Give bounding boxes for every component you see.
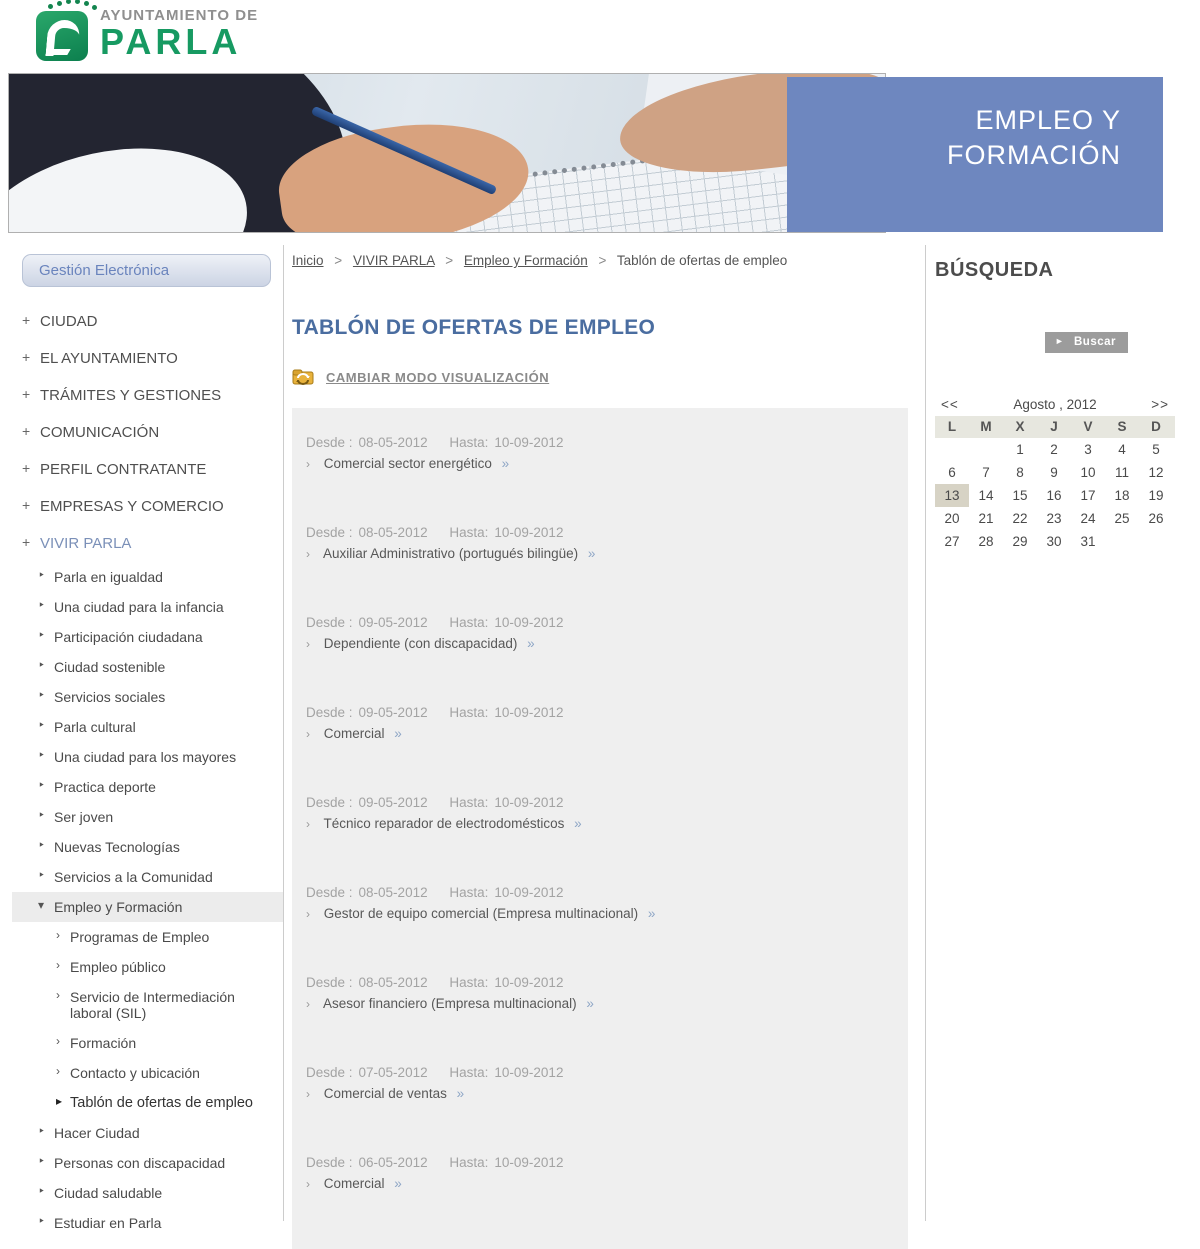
calendar-day-header: X bbox=[1015, 419, 1025, 434]
calendar-day-header: J bbox=[1050, 419, 1058, 434]
chevron-bullet-icon: › bbox=[306, 1177, 310, 1191]
calendar-day-cell[interactable]: 4 bbox=[1118, 442, 1126, 457]
breadcrumb-link[interactable]: VIVIR PARLA bbox=[352, 253, 435, 268]
job-title-link[interactable]: Comercial de ventas bbox=[323, 1086, 447, 1101]
right-column-divider bbox=[925, 245, 926, 1221]
calendar-day-header: L bbox=[947, 419, 957, 434]
sidebar-item-empleo-y-formacion[interactable]: ▾ Empleo y Formación bbox=[12, 892, 283, 922]
calendar-day-cell[interactable]: 19 bbox=[1148, 488, 1164, 503]
play-arrow-icon: ► bbox=[1054, 336, 1065, 346]
sidebar-subitem[interactable]: ‣ Participación ciudadana bbox=[38, 628, 203, 645]
banner-photo bbox=[8, 73, 886, 233]
calendar-next-button[interactable]: >> bbox=[1151, 397, 1169, 412]
sidebar-subitem[interactable]: ‣ Parla cultural bbox=[38, 718, 136, 735]
sidebar-subitem[interactable]: ‣ Personas con discapacidad bbox=[38, 1154, 226, 1171]
sidebar-item[interactable]: + EL AYUNTAMIENTO bbox=[22, 349, 178, 367]
parla-logo-icon bbox=[36, 11, 88, 61]
triangle-bullet-icon: ‣ bbox=[38, 568, 46, 582]
job-dates: Desde : 08-05-2012 Hasta: 10-09-2012 bbox=[306, 885, 564, 900]
chevron-bullet-icon: › bbox=[56, 1064, 60, 1078]
calendar-day-cell[interactable]: 12 bbox=[1148, 465, 1164, 480]
calendar-day-cell bbox=[969, 438, 1003, 461]
breadcrumb-separator: > bbox=[334, 253, 343, 268]
job-listing bbox=[306, 525, 908, 615]
more-arrows-icon: » bbox=[394, 726, 402, 741]
change-view-link[interactable]: CAMBIAR MODO VISUALIZACIÓN bbox=[326, 369, 550, 385]
job-dates: Desde : 09-05-2012 Hasta: 10-09-2012 bbox=[306, 705, 564, 720]
empleo-submenu bbox=[12, 922, 283, 1088]
sidebar-subitem[interactable]: ‣ Parla en igualdad bbox=[38, 568, 163, 585]
breadcrumb-separator: > bbox=[598, 253, 607, 268]
vivir-parla-submenu bbox=[12, 562, 283, 892]
more-arrows-icon: » bbox=[501, 456, 510, 471]
plus-bullet-icon: + bbox=[22, 497, 31, 513]
calendar-day-header: D bbox=[1151, 419, 1161, 434]
chevron-bullet-icon: › bbox=[306, 547, 310, 561]
calendar-day-cell bbox=[935, 438, 969, 461]
calendar-day-cell[interactable]: 20 bbox=[944, 511, 960, 526]
calendar-day-cell[interactable]: 11 bbox=[1114, 465, 1129, 480]
section-banner-title: EMPLEO Y FORMACIÓN bbox=[947, 105, 1121, 171]
triangle-bullet-icon: ‣ bbox=[38, 718, 46, 732]
triangle-bullet-icon: ‣ bbox=[38, 1124, 46, 1138]
triangle-bullet-icon: ‣ bbox=[38, 658, 46, 672]
search-heading: BÚSQUEDA bbox=[935, 259, 1054, 281]
chevron-bullet-icon: › bbox=[56, 988, 60, 1002]
calendar-day-cell[interactable]: 3 bbox=[1084, 442, 1092, 457]
calendar-day-header: S bbox=[1117, 419, 1127, 434]
breadcrumb-separator: > bbox=[445, 253, 454, 268]
calendar-day-cell[interactable]: 10 bbox=[1080, 465, 1096, 480]
triangle-bullet-icon: ‣ bbox=[38, 778, 46, 792]
calendar-day-cell[interactable]: 2 bbox=[1050, 442, 1058, 457]
plus-bullet-icon: + bbox=[22, 423, 31, 439]
triangle-bullet-icon: ‣ bbox=[38, 808, 46, 822]
calendar-grid bbox=[935, 438, 1175, 553]
job-dates: Desde : 08-05-2012 Hasta: 10-09-2012 bbox=[306, 435, 564, 450]
triangle-bullet-icon: ‣ bbox=[38, 1184, 46, 1198]
calendar-day-headers bbox=[935, 416, 1175, 438]
triangle-bullet-icon: ‣ bbox=[38, 868, 46, 882]
job-dates: Desde : 08-05-2012 Hasta: 10-09-2012 bbox=[306, 975, 564, 990]
job-listing bbox=[306, 705, 908, 795]
chevron-bullet-icon: › bbox=[306, 907, 310, 921]
chevron-bullet-icon: › bbox=[306, 1087, 310, 1101]
job-dates: Desde : 09-05-2012 Hasta: 10-09-2012 bbox=[306, 615, 564, 630]
sidebar-item[interactable]: + EMPRESAS Y COMERCIO bbox=[22, 497, 224, 515]
chevron-bullet-icon: › bbox=[306, 637, 310, 651]
sidebar-subsubitem[interactable]: › Formación bbox=[56, 1034, 137, 1051]
chevron-bullet-icon: › bbox=[306, 457, 310, 471]
solid-triangle-icon: ▸ bbox=[56, 1094, 63, 1108]
calendar-day-cell[interactable]: 7 bbox=[982, 465, 990, 480]
triangle-bullet-icon: ‣ bbox=[38, 748, 46, 762]
more-arrows-icon: » bbox=[456, 1086, 465, 1101]
calendar-day-cell[interactable]: 24 bbox=[1080, 511, 1096, 526]
sidebar-subitem[interactable]: ‣ Ciudad saludable bbox=[38, 1184, 163, 1201]
calendar-day-cell[interactable]: 14 bbox=[978, 488, 994, 503]
job-title-link[interactable]: Dependiente (con discapacidad) bbox=[323, 636, 518, 651]
breadcrumb-link[interactable]: Empleo y Formación bbox=[463, 253, 588, 268]
job-title-link[interactable]: Auxiliar Administrativo (portugués bilingüe) bbox=[323, 546, 579, 561]
triangle-down-icon: ▾ bbox=[38, 898, 45, 912]
calendar-day-cell[interactable]: 9 bbox=[1050, 465, 1058, 480]
sidebar-tail-menu bbox=[12, 1118, 283, 1238]
sidebar-subitem[interactable]: ‣ Estudiar en Parla bbox=[38, 1214, 162, 1231]
calendar-day-cell[interactable]: 5 bbox=[1152, 442, 1160, 457]
sidebar-subitem[interactable]: ‣ Ciudad sostenible bbox=[38, 658, 166, 675]
breadcrumb-current: Tablón de ofertas de empleo bbox=[616, 253, 788, 268]
job-dates: Desde : 07-05-2012 Hasta: 10-09-2012 bbox=[306, 1065, 564, 1080]
plus-bullet-icon: + bbox=[22, 312, 31, 328]
job-listing bbox=[306, 435, 908, 525]
calendar-day-cell[interactable]: 13 bbox=[935, 484, 969, 507]
plus-bullet-icon: + bbox=[22, 349, 31, 365]
chevron-bullet-icon: › bbox=[56, 958, 60, 972]
sidebar-subsubitem[interactable]: › Contacto y ubicación bbox=[56, 1064, 200, 1081]
calendar-day-cell bbox=[1105, 530, 1139, 553]
job-title-link[interactable]: Gestor de equipo comercial (Empresa multinacional) bbox=[323, 906, 639, 921]
calendar-month-label: Agosto , 2012 bbox=[1013, 397, 1097, 412]
job-title-link[interactable]: Comercial bbox=[323, 1176, 385, 1191]
sidebar-divider bbox=[283, 245, 284, 1221]
chevron-bullet-icon: › bbox=[306, 817, 310, 831]
plus-bullet-icon: + bbox=[22, 386, 31, 402]
calendar-day-header: M bbox=[980, 419, 992, 434]
calendar-widget bbox=[935, 397, 1175, 553]
sidebar-subitem[interactable]: ‣ Hacer Ciudad bbox=[38, 1124, 140, 1141]
calendar-day-cell[interactable]: 29 bbox=[1012, 534, 1028, 549]
sidebar-subitem[interactable]: ‣ Una ciudad para la infancia bbox=[38, 598, 224, 615]
job-listing bbox=[306, 795, 908, 885]
sidebar-nav bbox=[12, 245, 283, 1238]
job-listing bbox=[306, 1155, 908, 1245]
calendar-day-cell[interactable]: 23 bbox=[1046, 511, 1062, 526]
sidebar-item[interactable]: + TRÁMITES Y GESTIONES bbox=[22, 386, 222, 404]
calendar-day-cell bbox=[1139, 530, 1173, 553]
more-arrows-icon: » bbox=[587, 546, 596, 561]
job-title-link[interactable]: Comercial bbox=[323, 726, 385, 741]
logo-dots-decoration bbox=[48, 4, 53, 9]
buscar-button[interactable]: ► Buscar bbox=[1045, 332, 1128, 353]
calendar-day-cell[interactable]: 21 bbox=[978, 511, 994, 526]
plus-bullet-icon: + bbox=[22, 460, 31, 476]
triangle-bullet-icon: ‣ bbox=[38, 838, 46, 852]
calendar-day-cell[interactable]: 27 bbox=[944, 534, 960, 549]
more-arrows-icon: » bbox=[586, 996, 594, 1011]
logo-subtitle: AYUNTAMIENTO DE bbox=[100, 7, 259, 24]
calendar-day-cell[interactable]: 6 bbox=[948, 465, 956, 480]
job-dates: Desde : 08-05-2012 Hasta: 10-09-2012 bbox=[306, 525, 564, 540]
parla-logo[interactable] bbox=[36, 8, 258, 61]
job-listing bbox=[306, 885, 908, 975]
calendar-day-cell[interactable]: 31 bbox=[1080, 534, 1096, 549]
triangle-bullet-icon: ‣ bbox=[38, 598, 46, 612]
sidebar-item[interactable]: + CIUDAD bbox=[22, 312, 98, 330]
job-title-link[interactable]: Técnico reparador de electrodomésticos bbox=[323, 816, 565, 831]
sidebar-top-menu bbox=[12, 303, 283, 525]
more-arrows-icon: » bbox=[574, 816, 582, 831]
sidebar-subsubitem[interactable]: › Servicio de Intermediación laboral (SIL) bbox=[56, 988, 235, 1021]
job-dates: Desde : 09-05-2012 Hasta: 10-09-2012 bbox=[306, 795, 564, 810]
calendar-day-header: V bbox=[1083, 419, 1093, 434]
section-banner-box bbox=[787, 77, 1163, 232]
sidebar-item[interactable]: + COMUNICACIÓN bbox=[22, 423, 160, 441]
change-view-icon bbox=[292, 368, 316, 386]
gestion-electronica-button[interactable]: Gestión Electrónica bbox=[22, 254, 271, 287]
sidebar-subsubitem[interactable]: › Programas de Empleo bbox=[56, 928, 210, 945]
calendar-day-cell[interactable]: 15 bbox=[1012, 488, 1028, 503]
chevron-bullet-icon: › bbox=[56, 1034, 60, 1048]
top-bar bbox=[0, 0, 1200, 73]
breadcrumb bbox=[292, 245, 908, 268]
chevron-bullet-icon: › bbox=[306, 997, 310, 1011]
sidebar-item[interactable]: + PERFIL CONTRATANTE bbox=[22, 460, 207, 478]
triangle-bullet-icon: ‣ bbox=[38, 1214, 46, 1228]
calendar-day-cell[interactable]: 30 bbox=[1046, 534, 1062, 549]
calendar-day-cell[interactable]: 16 bbox=[1046, 488, 1062, 503]
job-title-link[interactable]: Asesor financiero (Empresa multinacional) bbox=[323, 996, 577, 1011]
calendar-day-cell[interactable]: 22 bbox=[1012, 511, 1028, 526]
job-listings-panel bbox=[292, 408, 908, 1249]
job-dates: Desde : 06-05-2012 Hasta: 10-09-2012 bbox=[306, 1155, 564, 1170]
more-arrows-icon: » bbox=[527, 636, 535, 651]
logo-title: PARLA bbox=[100, 21, 242, 62]
sidebar-subitem[interactable]: ‣ Servicios sociales bbox=[38, 688, 166, 705]
triangle-bullet-icon: ‣ bbox=[38, 688, 46, 702]
more-arrows-icon: » bbox=[647, 906, 656, 921]
calendar-day-cell[interactable]: 8 bbox=[1016, 465, 1024, 480]
job-listing bbox=[306, 1065, 908, 1155]
sidebar-item-vivir-parla[interactable]: + VIVIR PARLA bbox=[22, 534, 132, 552]
search-sidebar bbox=[935, 245, 1180, 553]
chevron-bullet-icon: › bbox=[56, 928, 60, 942]
more-arrows-icon: » bbox=[394, 1176, 402, 1191]
header-banner bbox=[0, 73, 1200, 237]
breadcrumb-link[interactable]: Inicio bbox=[292, 253, 324, 268]
sidebar-item-tablon-ofertas-current[interactable]: ▸ Tablón de ofertas de empleo bbox=[56, 1094, 253, 1111]
plus-bullet-icon: + bbox=[22, 534, 31, 550]
calendar-day-cell[interactable]: 1 bbox=[1016, 442, 1024, 457]
triangle-bullet-icon: ‣ bbox=[38, 628, 46, 642]
triangle-bullet-icon: ‣ bbox=[38, 1154, 46, 1168]
sidebar-subitem[interactable]: ‣ Nuevas Tecnologías bbox=[38, 838, 180, 855]
job-listing bbox=[306, 975, 908, 1065]
chevron-bullet-icon: › bbox=[306, 727, 310, 741]
main-content bbox=[292, 245, 908, 1249]
job-title-link[interactable]: Comercial sector energético bbox=[323, 456, 492, 471]
calendar-day-cell[interactable]: 26 bbox=[1148, 511, 1164, 526]
page-title: TABLÓN DE OFERTAS DE EMPLEO bbox=[292, 316, 656, 339]
sidebar-subitem[interactable]: ‣ Practica deporte bbox=[38, 778, 156, 795]
calendar-day-cell[interactable]: 28 bbox=[978, 534, 994, 549]
sidebar-subsubitem[interactable]: › Empleo público bbox=[56, 958, 166, 975]
job-listing bbox=[306, 615, 908, 705]
calendar-prev-button[interactable]: << bbox=[941, 397, 959, 412]
sidebar-subitem[interactable]: ‣ Ser joven bbox=[38, 808, 114, 825]
sidebar-subitem[interactable]: ‣ Una ciudad para los mayores bbox=[38, 748, 237, 765]
sidebar-subitem[interactable]: ‣ Servicios a la Comunidad bbox=[38, 868, 213, 885]
calendar-day-cell[interactable]: 18 bbox=[1114, 488, 1130, 503]
calendar-day-cell[interactable]: 25 bbox=[1114, 511, 1130, 526]
calendar-day-cell[interactable]: 17 bbox=[1080, 488, 1096, 503]
